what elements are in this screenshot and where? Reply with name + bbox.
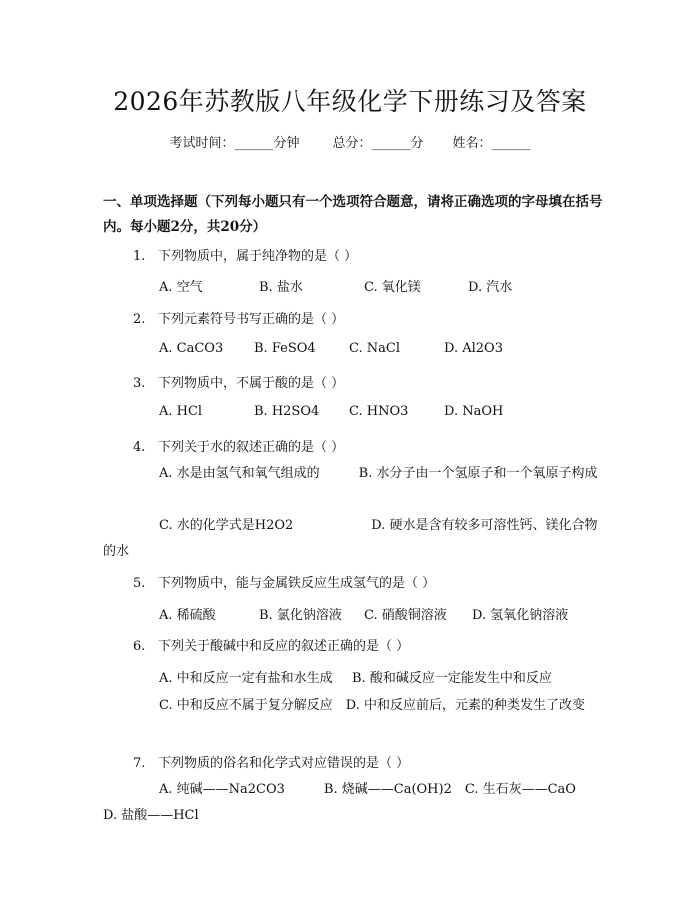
question-text: 下列物质中，属于纯净物的是（ ） — [158, 249, 358, 264]
option-a: A. 空气 — [159, 280, 203, 295]
option-d: D. Al2O3 — [444, 341, 503, 356]
student-name: 姓名：______ — [452, 136, 531, 151]
question-number: 1. — [133, 249, 146, 264]
question-6-options-line2: C. 中和反应不属于复分解反应 D. 中和反应前后，元素的种类发生了改变 — [159, 698, 585, 713]
question-6 — [133, 635, 409, 654]
question-number: 6. — [133, 639, 146, 654]
question-number: 4. — [133, 440, 146, 455]
option-a: A. CaCO3 — [159, 341, 224, 356]
option-a: A. 稀硫酸 — [159, 608, 216, 623]
question-text: 下列元素符号书写正确的是（ ） — [158, 312, 345, 327]
question-text: 下列物质中，能与金属铁反应生成氢气的是（ ） — [158, 576, 436, 591]
option-d: D. NaOH — [444, 404, 504, 419]
option-b: B. FeSO4 — [254, 341, 316, 356]
option-b: B. H2SO4 — [254, 404, 320, 419]
option-c: C. HNO3 — [349, 404, 409, 419]
question-text: 下列关于酸碱中和反应的叙述正确的是（ ） — [158, 639, 410, 654]
question-number: 5. — [133, 576, 146, 591]
section-heading: 一、单项选择题（下列每小题只有一个选项符合题意，请将正确选项的字母填在括号内。每小题2分，共20分） — [103, 194, 603, 235]
question-number: 7. — [133, 756, 146, 771]
question-7-options: A. 纯碱——Na2CO3 B. 烧碱——Ca(OH)2 C. 生石灰——CaO D. 盐酸——HCl — [103, 782, 589, 823]
question-1 — [133, 245, 357, 264]
option-a: A. HCl — [159, 404, 203, 419]
question-4-options-line1: A. 水是由氢气和氧气组成的 B. 水分子由一个氢原子和一个氧原子构成 — [159, 466, 598, 481]
question-2 — [133, 308, 344, 327]
question-4-options-line2: C. 水的化学式是H2O2 D. 硬水是含有较多可溶性钙、镁化合物的水 — [103, 518, 598, 559]
question-4 — [133, 436, 344, 455]
option-c: C. 氧化镁 — [364, 280, 421, 295]
question-7 — [133, 752, 409, 771]
option-d: D. 汽水 — [468, 280, 513, 295]
option-b: B. 氯化钠溶液 — [259, 608, 342, 623]
document-title: 2026年苏教版八年级化学下册练习及答案 — [113, 87, 587, 116]
question-number: 2. — [133, 312, 146, 327]
option-b: B. 盐水 — [259, 280, 303, 295]
exam-info — [0, 132, 700, 151]
exam-time: 考试时间：______分钟 — [169, 136, 300, 151]
question-text: 下列物质的俗名和化学式对应错误的是（ ） — [158, 756, 410, 771]
option-c: C. 硝酸铜溶液 — [364, 608, 447, 623]
option-d: D. 氢氧化钠溶液 — [472, 608, 569, 623]
option-a: A. 中和反应一定有盐和水生成 — [159, 671, 333, 686]
question-text: 下列物质中，不属于酸的是（ ） — [158, 376, 345, 391]
option-c: C. NaCl — [349, 341, 400, 356]
option-b: B. 酸和碱反应一定能发生中和反应 — [352, 671, 552, 686]
question-number: 3. — [133, 376, 146, 391]
question-text: 下列关于水的叙述正确的是（ ） — [158, 440, 345, 455]
total-score: 总分：______分 — [332, 136, 424, 151]
question-5 — [133, 572, 435, 591]
question-3 — [133, 372, 344, 391]
